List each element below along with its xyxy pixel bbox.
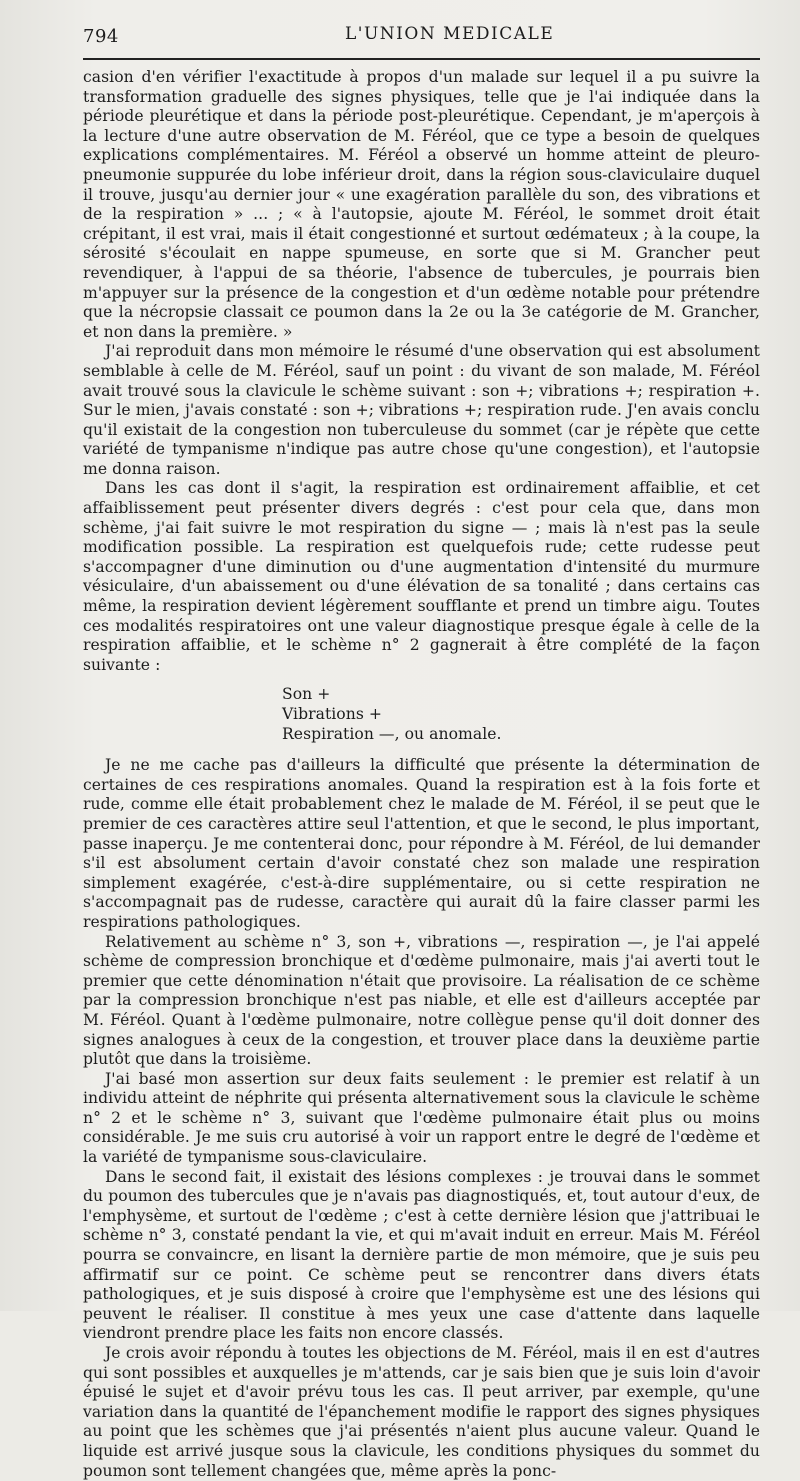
running-title: L'UNION MEDICALE xyxy=(345,24,555,44)
page-number: 794 xyxy=(83,26,119,47)
paragraph-3: Dans les cas dont il s'agit, la respiration est ordinairement affaiblie, et cet affaiblissement peut présenter divers degrés : c'est pour cela que, dans mon schème, j'ai fait suivre le mot respiration du signe — ; mais là n'est pas la seule modification possible. La respiration est quelquefois rude; cette rudesse peut s'accompagner d'une diminution ou d'une augmentation d'intensité du murmure vésiculaire, d'un abaissement ou d'une élévation de sa tonalité ; dans certains cas même, la respiration devient légèrement soufflante et prend un timbre aigu. Toutes ces modalités respiratoires ont une valeur diagnostique presque égale à celle de la respiration affaiblie, et le schème n° 2 gagnerait à être complété de la façon suivante : xyxy=(83,479,760,674)
scheme-line-son: Son + xyxy=(282,685,331,704)
paragraph-8: Je crois avoir répondu à toutes les objections de M. Féréol, mais il en est d'autres qui sont possibles et auxquelles je m'attends, car je sais bien que je suis loin d'avoir épuisé le sujet et d'avoir prévu tous les cas. Il peut arriver, par exemple, qu'une variation dans la quantité de l'épanchement modifie le rapport des signes physiques au point que les schèmes que j'ai présentés n'aient plus aucune valeur. Quand le liquide est arrivé jusque sous la clavicule, les conditions physiques du sommet du poumon sont tellement changées que, même après la ponc- xyxy=(83,1344,760,1480)
paragraph-5: Relativement au schème n° 3, son +, vibrations —, respiration —, je l'ai appelé schème de compression bronchique et d'œdème pulmonaire, mais j'ai averti tout le premier que cette dénomination n'était que provisoire. La réalisation de ce schème par la compression bronchique n'est pas niable, et elle est d'ailleurs acceptée par M. Féréol. Quant à l'œdème pulmonaire, notre collègue pense qu'il doit donner des signes analogues à ceux de la congestion, et trouver place dans la deuxième partie plutôt que dans la troisième. xyxy=(83,932,760,1069)
header-rule xyxy=(83,58,760,60)
article-body xyxy=(83,68,760,1481)
paragraph-4: Je ne me cache pas d'ailleurs la difficulté que présente la détermination de certaines de ces respirations anomales. Quand la respiration est à la fois forte et rude, comme elle était probablement chez le malade de M. Féréol, il se peut que le premier de ces caractères attire seul l'attention, et que le second, le plus important, passe inaperçu. Je me contenterai donc, pour répondre à M. Féréol, de lui demander s'il est absolument certain d'avoir constaté chez son malade une respiration simplement exagérée, c'est-à-dire supplémentaire, ou si cette respiration ne s'accompagnait pas de rudesse, caractère qui aurait dû la faire classer parmi les respirations pathologiques. xyxy=(83,756,760,931)
scheme-line-respiration: Respiration —, ou anomale. xyxy=(282,724,502,743)
paragraph-1: casion d'en vérifier l'exactitude à propos d'un malade sur lequel il a pu suivre la transformation graduelle des signes physiques, telle que je l'ai indiquée dans la période pleurétique et dans la période post-pleurétique. Cependant, je m'aperçois à la lecture d'une autre observation de M. Féréol, que ce type a besoin de quelques explications complémentaires. M. Féréol a observé un homme atteint de pleuro-pneumonie suppurée du lobe inférieur droit, dans la région sous-claviculaire duquel il trouve, jusqu'au dernier jour « une exagération parallèle du son, des vibrations et de la respiration » ... ; « à l'autopsie, ajoute M. Féréol, le sommet droit était crépitant, il est vrai, mais il était congestionné et surtout œdémateux ; à la coupe, la sérosité s'écoulait en nappe spumeuse, en sorte que si M. Grancher peut revendiquer, à l'appui de sa théorie, l'absence de tubercules, je pourrais bien m'appuyer sur la présence de la congestion et d'un œdème notable pour prétendre que la nécropsie classait ce poumon dans la 2e ou la 3e catégorie de M. Grancher, et non dans la première. » xyxy=(83,68,760,341)
paragraph-7: Dans le second fait, il existait des lésions complexes : je trouvai dans le sommet du poumon des tubercules que je n'avais pas diagnostiqués, et, tout autour d'eux, de l'emphysème, et surtout de l'œdème ; c'est à cette dernière lésion que j'attribuai le schème n° 3, constaté pendant la vie, et qui m'avait induit en erreur. Mais M. Féréol pourra se convaincre, en lisant la dernière partie de mon mémoire, que je suis peu affirmatif sur ce point. Ce schème peut se rencontrer dans divers états pathologiques, et je suis disposé à croire que l'emphysème est une des lésions qui peuvent le réaliser. Il constitue à mes yeux une case d'attente dans laquelle viendront prendre place les faits non encore classés. xyxy=(83,1167,760,1343)
page-header xyxy=(83,16,760,50)
paragraph-6: J'ai basé mon assertion sur deux faits seulement : le premier est relatif à un individu atteint de néphrite qui présenta alternativement sous la clavicule le schème n° 2 et le schème n° 3, suivant que l'œdème pulmonaire était plus ou moins considérable. Je me suis cru autorisé à voir un rapport entre le degré de l'œdème et la variété de tympanisme sous-claviculaire. xyxy=(83,1069,760,1167)
paragraph-2: J'ai reproduit dans mon mémoire le résumé d'une observation qui est absolument semblable à celle de M. Féréol, sauf un point : du vivant de son malade, M. Féréol avait trouvé sous la clavicule le schème suivant : son +; vibrations +; respiration +. Sur le mien, j'avais constaté : son +; vibrations +; respiration rude. J'en avais conclu qu'il existait de la congestion non tuberculeuse du sommet (car je répète que cette variété de tympanisme n'indique pas autre chose qu'une congestion), et l'autopsie me donna raison. xyxy=(83,342,760,478)
scheme-block xyxy=(282,685,760,744)
scheme-line-vibrations: Vibrations + xyxy=(282,705,383,723)
